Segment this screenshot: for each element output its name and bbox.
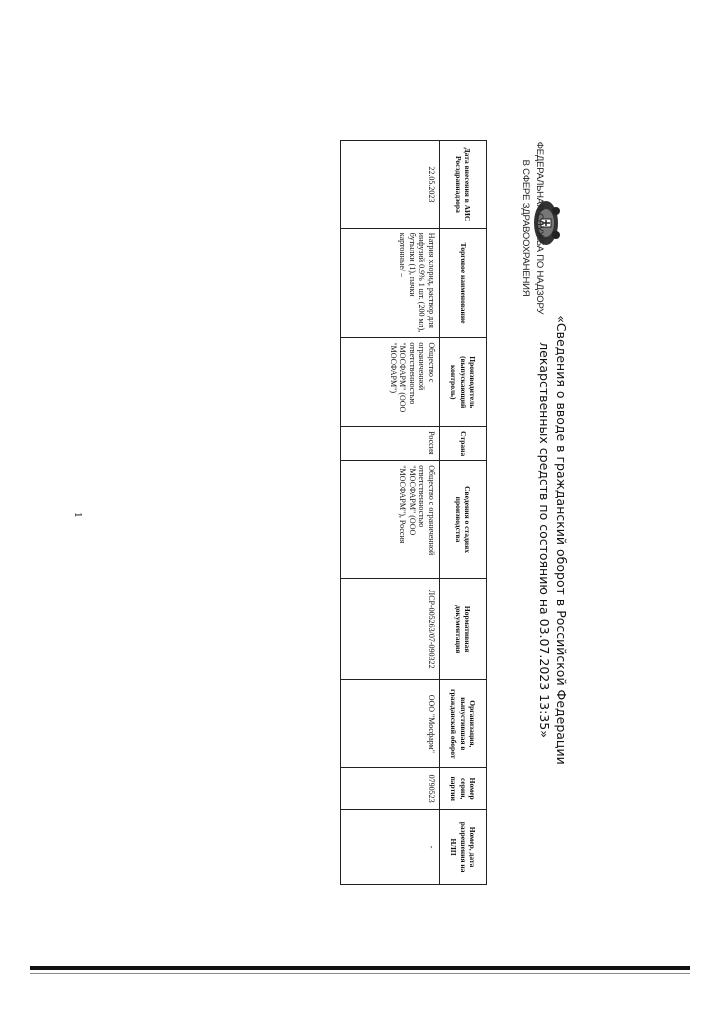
table-cell: Общество с ограниченной ответственностью "МОСФАРМ" (ООО "МОСФАРМ") (341, 338, 440, 427)
agency-name (518, 128, 546, 328)
column-header: Сведения о стадиях производства (440, 461, 487, 579)
table-cell: 0790523 (341, 768, 440, 810)
table-header-row (440, 141, 487, 885)
column-header: Номер, дата разрешения на НЛП (440, 810, 487, 885)
table-cell: ООО "Мосфарм" (341, 680, 440, 768)
page-number: 1 (72, 512, 84, 518)
scan-edge-line-thin (30, 973, 690, 974)
column-header: Организация, выпустившая в гражданский оборот (440, 680, 487, 768)
column-header: Дата внесения в АИС Росздравнадзора (440, 141, 487, 229)
title-line-1: «Сведения о вводе в гражданский оборот в Российской Федерации (554, 315, 569, 765)
table-cell: Натрия хлорид, раствор для инфузий 0.9% 1 шт. (200 мл), бутылки (1), пачки картонные/ – (341, 228, 440, 338)
release-table (340, 140, 487, 885)
table-cell: Россия (341, 427, 440, 461)
table-cell: - (341, 810, 440, 885)
table-cell: Общество с ограниченной ответственностью "МОСФАРМ" (ООО "МОСФАРМ"), Россия (341, 461, 440, 579)
document-title (536, 310, 570, 770)
column-header: Производитель (выпускающий контроль) (440, 338, 487, 427)
column-header: Номер серии, партии (440, 768, 487, 810)
table-row (341, 141, 440, 885)
title-line-2: лекарственных средств по состоянию на 03.07.2023 13:35» (537, 342, 552, 738)
column-header: Торговое наименование (440, 228, 487, 338)
agency-line-2: В СФЕРЕ ЗДРАВООХРАНЕНИЯ (520, 159, 531, 297)
scan-edge-line (30, 966, 690, 970)
column-header: Страна (440, 427, 487, 461)
table-cell: 22.05.2023 (341, 141, 440, 229)
table-cell: ЛСР-005263/07-090322 (341, 578, 440, 680)
agency-line-1: ФЕДЕРАЛЬНАЯ СЛУЖБА ПО НАДЗОРУ (534, 141, 545, 315)
column-header: Нормативная документация (440, 578, 487, 680)
